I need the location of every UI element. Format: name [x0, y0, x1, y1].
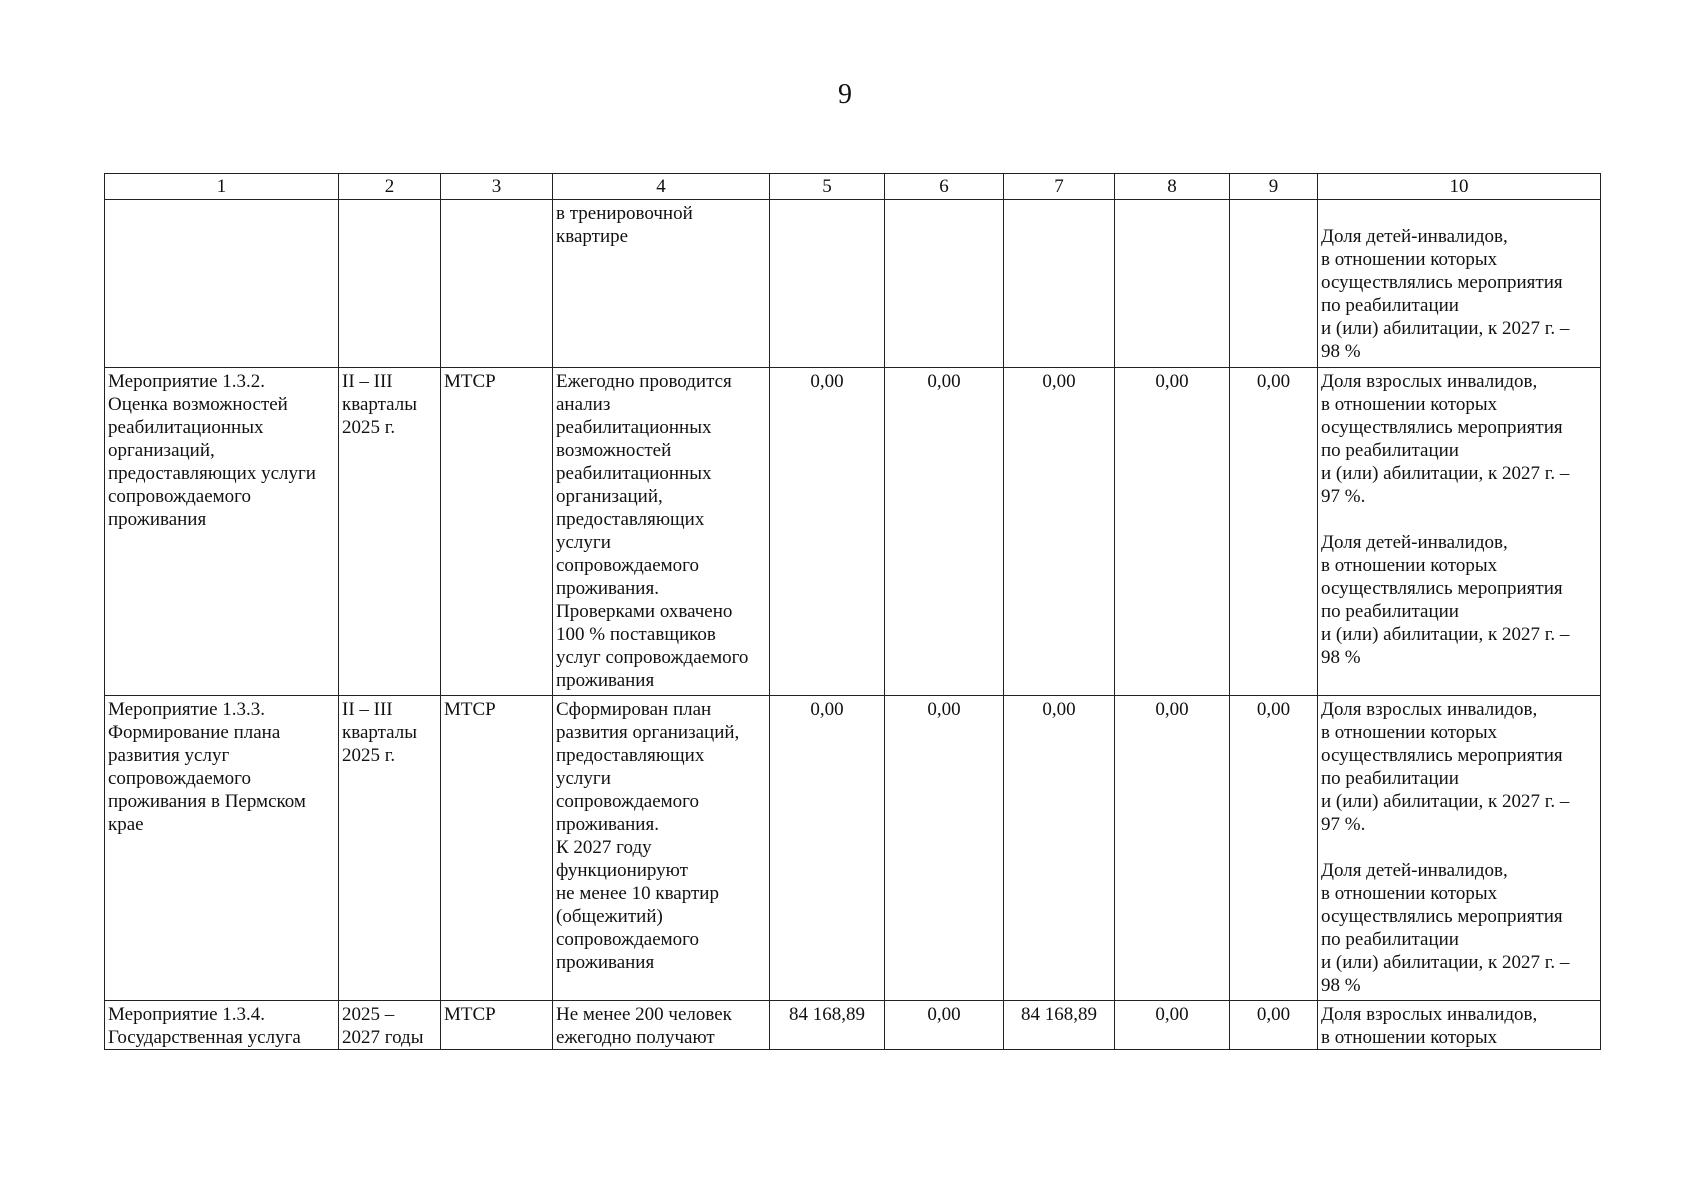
period-cell: II – III кварталы 2025 г. [339, 696, 441, 1001]
value-cell [885, 200, 1004, 368]
value-cell: 0,00 [885, 696, 1004, 1001]
value-cell: 0,00 [1115, 1001, 1230, 1050]
table-row [105, 1001, 1601, 1050]
value-cell: 0,00 [770, 368, 885, 696]
executor-cell: МТСР [441, 368, 553, 696]
indicator-cell: Доля взрослых инвалидов, в отношении которых осуществлялись мероприятия по реабилитации и (или) абилитации, к 2027 г. – 97 %. Доля детей-инвалидов, в отношении которых осуществлялись мероприятия по реабилитации и (или) абилитации, к 2027 г. – 98 % [1318, 368, 1601, 696]
column-header: 2 [339, 174, 441, 200]
result-cell: Ежегодно проводится анализ реабилитационных возможностей реабилитационных организаций, предоставляющих услуги сопровождаемого проживания. Проверками охвачено 100 % поставщиков услуг сопровождаемого проживания [553, 368, 770, 696]
column-header: 1 [105, 174, 339, 200]
column-header: 8 [1115, 174, 1230, 200]
period-cell: 2025 – 2027 годы [339, 1001, 441, 1050]
value-cell: 0,00 [1230, 696, 1318, 1001]
column-header: 6 [885, 174, 1004, 200]
executor-cell [441, 200, 553, 368]
value-cell: 0,00 [770, 696, 885, 1001]
value-cell: 0,00 [1115, 696, 1230, 1001]
result-cell: Сформирован план развития организаций, предоставляющих услуги сопровождаемого проживания. К 2027 году функционируют не менее 10 квартир (общежитий) сопровождаемого проживания [553, 696, 770, 1001]
column-header: 3 [441, 174, 553, 200]
page-number: 9 [838, 79, 852, 110]
value-cell: 0,00 [1230, 1001, 1318, 1050]
table-row [105, 696, 1601, 1001]
indicator-cell: Доля детей-инвалидов, в отношении которых осуществлялись мероприятия по реабилитации и (или) абилитации, к 2027 г. – 98 % [1318, 200, 1601, 368]
indicator-cell: Доля взрослых инвалидов, в отношении которых [1318, 1001, 1601, 1050]
value-cell [1004, 200, 1115, 368]
header-row [105, 174, 1601, 200]
executor-cell: МТСР [441, 696, 553, 1001]
column-header: 5 [770, 174, 885, 200]
result-cell: в тренировочной квартире [553, 200, 770, 368]
value-cell: 0,00 [885, 1001, 1004, 1050]
column-header: 9 [1230, 174, 1318, 200]
table-row [105, 368, 1601, 696]
event-cell: Мероприятие 1.3.2. Оценка возможностей реабилитационных организаций, предоставляющих услуги сопровождаемого проживания [105, 368, 339, 696]
event-cell [105, 200, 339, 368]
column-header: 7 [1004, 174, 1115, 200]
result-cell: Не менее 200 человек ежегодно получают [553, 1001, 770, 1050]
value-cell [770, 200, 885, 368]
value-cell: 0,00 [885, 368, 1004, 696]
value-cell: 84 168,89 [770, 1001, 885, 1050]
event-cell: Мероприятие 1.3.3. Формирование плана развития услуг сопровождаемого проживания в Пермском крае [105, 696, 339, 1001]
value-cell [1115, 200, 1230, 368]
period-cell: II – III кварталы 2025 г. [339, 368, 441, 696]
value-cell: 84 168,89 [1004, 1001, 1115, 1050]
value-cell: 0,00 [1004, 696, 1115, 1001]
program-events-table [104, 173, 1601, 1050]
column-header: 10 [1318, 174, 1601, 200]
value-cell: 0,00 [1004, 368, 1115, 696]
value-cell [1230, 200, 1318, 368]
indicator-cell: Доля взрослых инвалидов, в отношении которых осуществлялись мероприятия по реабилитации и (или) абилитации, к 2027 г. – 97 %. Доля детей-инвалидов, в отношении которых осуществлялись мероприятия по реабилитации и (или) абилитации, к 2027 г. – 98 % [1318, 696, 1601, 1001]
event-cell: Мероприятие 1.3.4. Государственная услуга [105, 1001, 339, 1050]
value-cell: 0,00 [1230, 368, 1318, 696]
column-header: 4 [553, 174, 770, 200]
table-row [105, 200, 1601, 368]
executor-cell: МТСР [441, 1001, 553, 1050]
period-cell [339, 200, 441, 368]
value-cell: 0,00 [1115, 368, 1230, 696]
